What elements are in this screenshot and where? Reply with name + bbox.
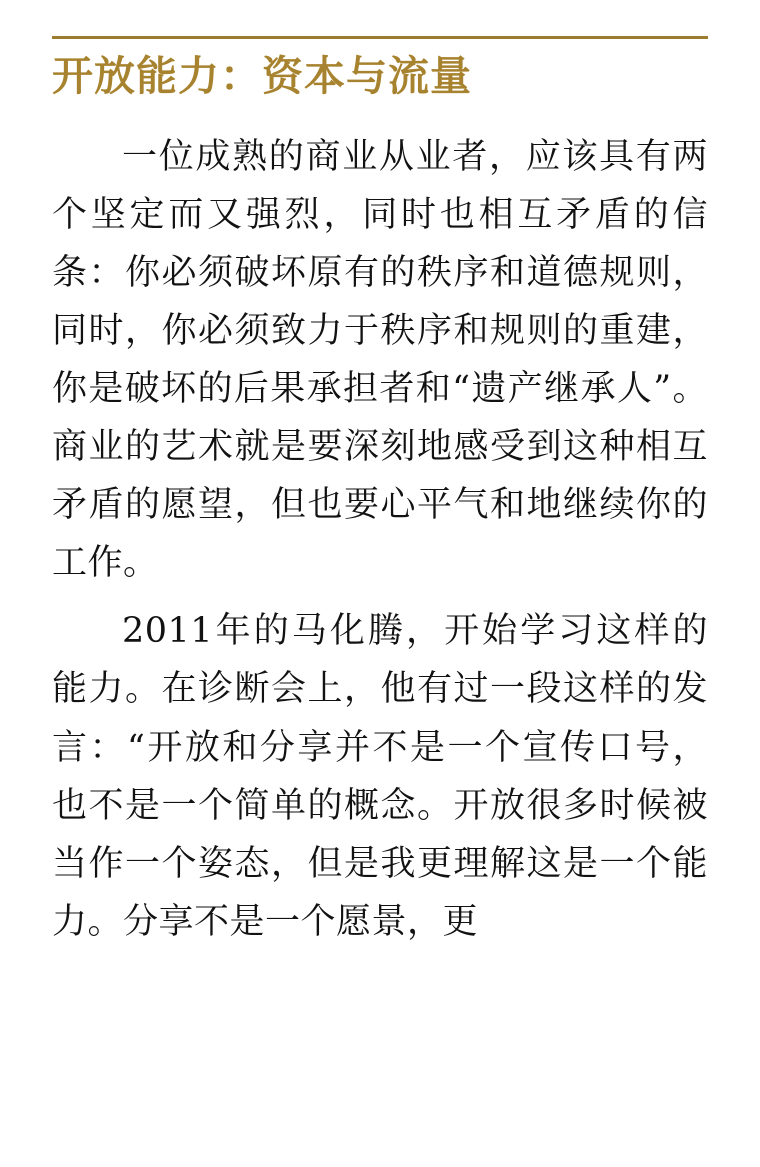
page-title: 开放能力：资本与流量 (52, 52, 472, 100)
paragraph: 2011年的马化腾，开始学习这样的能力。在诊断会上，他有过一段这样的发言：“开放和分享并不是一个宣传口号，也不是一个简单的概念。开放很多时候被当作一个姿态，但是我更理解这是一个能力。分享不是一个愿景，更 (52, 611, 708, 942)
paragraph: 一位成熟的商业从业者，应该具有两个坚定而又强烈，同时也相互矛盾的信条：你必须破坏原有的秩序和道德规则，同时，你必须致力于秩序和规则的重建，你是破坏的后果承担者和“遗产继承人”。商业的艺术就是要深刻地感受到这种相互矛盾的愿望，但也要心平气和地继续你的工作。 (52, 136, 708, 584)
body-text (52, 128, 708, 951)
title-divider-rule (52, 36, 708, 39)
document-page (0, 36, 760, 1167)
